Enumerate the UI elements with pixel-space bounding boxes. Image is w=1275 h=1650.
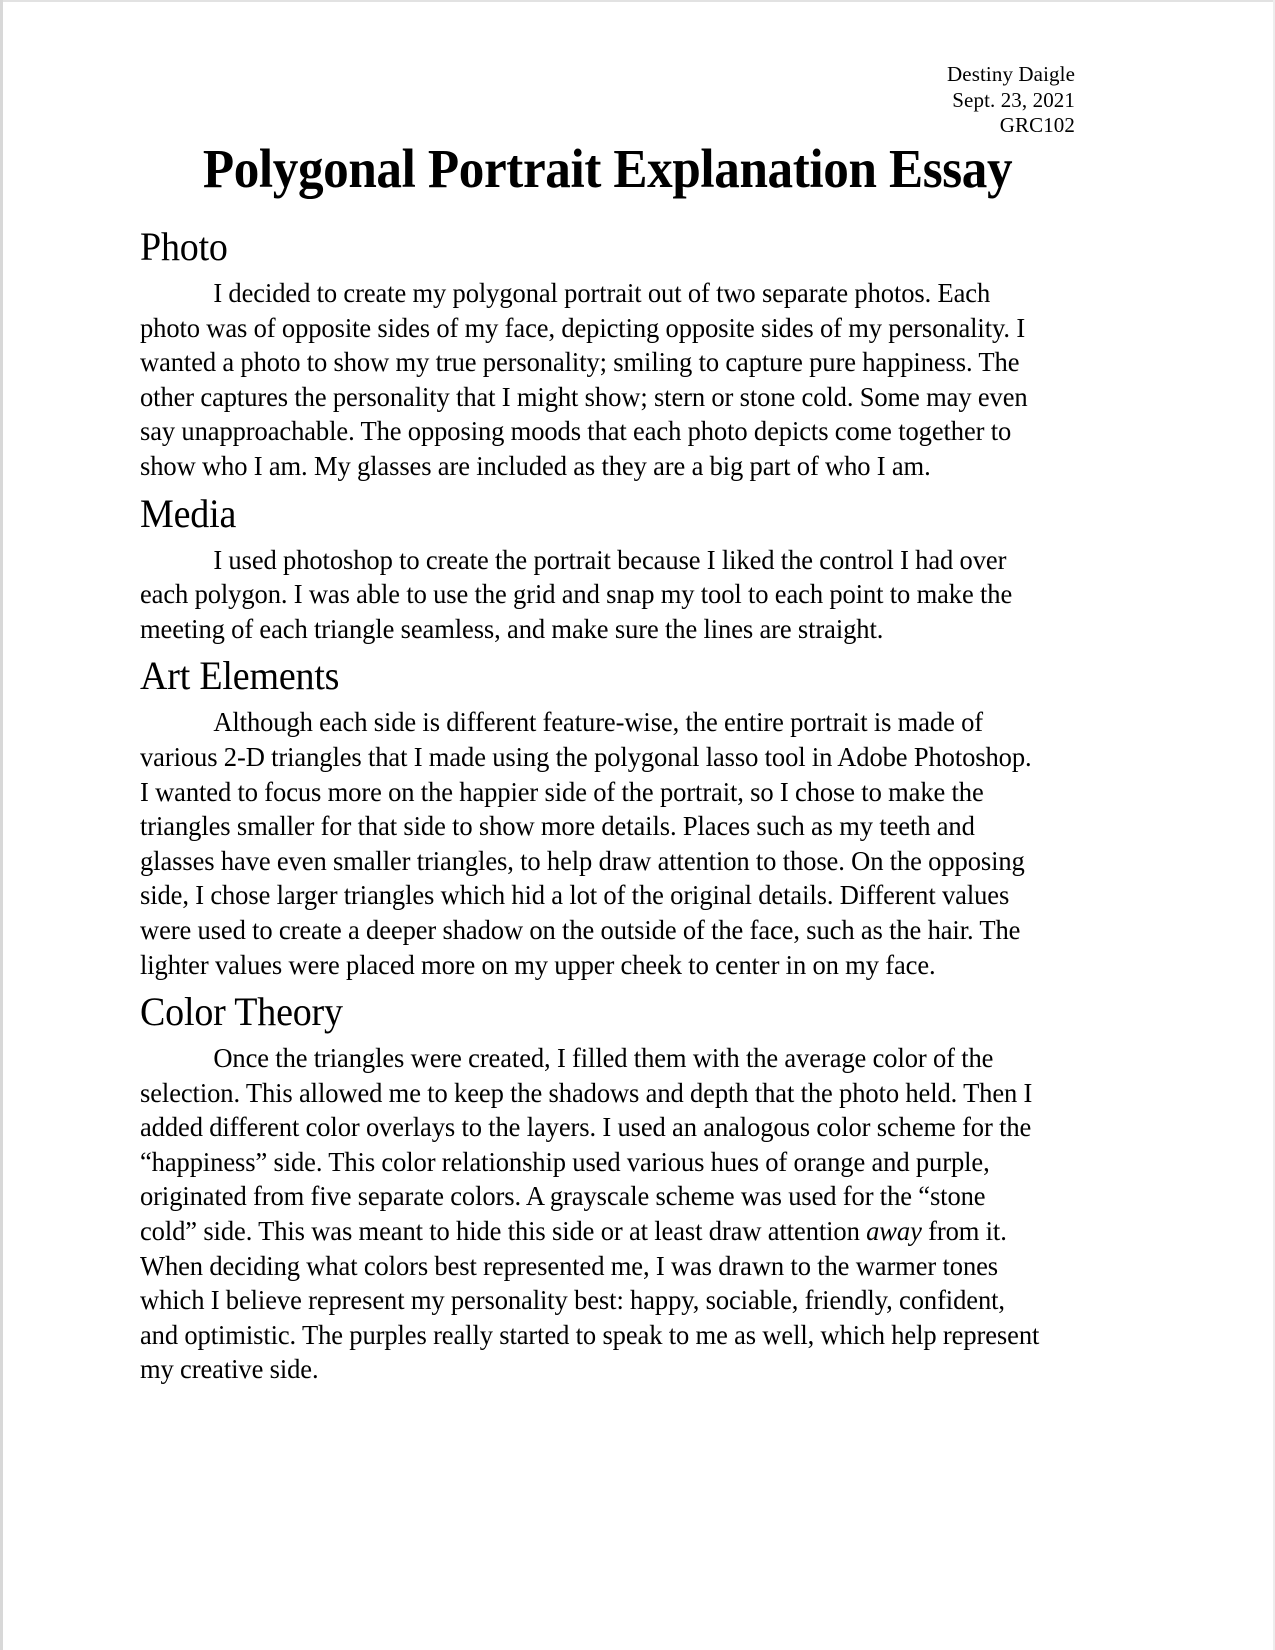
section-heading-art-elements: Art Elements xyxy=(140,653,340,699)
course-code: GRC102 xyxy=(999,113,1075,137)
section-paragraph-media: I used photoshop to create the portrait because I liked the control I had over each polygon. I was able to use the grid and snap my tool to each point to make the meeting of each triangle seamless, and make sure the lines are straight. xyxy=(140,543,1013,644)
section-color-theory xyxy=(140,987,1078,1387)
color-theory-text-after-emphasis: from it. When deciding what colors best represented me, I was drawn to the warmer tones which I believe represent my personality best: happy, sociable, friendly, confident, and optimistic. The purples really started to speak to me as well, which help represent my creative side. xyxy=(140,1215,1040,1385)
section-heading-media: Media xyxy=(140,490,237,536)
document-header-block xyxy=(140,62,1075,139)
section-art-elements xyxy=(140,651,1078,982)
document-body xyxy=(140,222,1078,1387)
section-media xyxy=(140,489,1078,647)
document-title: Polygonal Portrait Explanation Essay xyxy=(202,138,1013,199)
author-name: Destiny Daigle xyxy=(947,62,1075,86)
section-heading-photo: Photo xyxy=(140,224,228,269)
section-paragraph-color-theory xyxy=(140,1041,1045,1387)
section-paragraph-photo: I decided to create my polygonal portrait out of two separate photos. Each photo was of opposite sides of my face, depicting opposite sides of my personality. I wanted a photo to show my true personality; smiling to capture pure happiness. The other captures the personality that I might show; stern or stone cold. Some may even say unapproachable. The opposing moods that each photo depicts come together to show who I am. My glasses are included as they are a big part of who I am. xyxy=(140,277,1028,481)
color-theory-emphasis-word: away xyxy=(866,1215,922,1247)
section-photo xyxy=(140,222,1078,484)
color-theory-text-before-emphasis: Once the triangles were created, I filled them with the average color of the selection. This allowed me to keep the shadows and depth that the photo held. Then I added different color overlays to the layers. I used an analogous color scheme for the “happiness” side. This color relationship used various hues of orange and purple, originated from five separate colors. A grayscale scheme was used for the “stone cold” side. This was meant to hide this side or at least draw attention xyxy=(140,1042,1033,1247)
section-paragraph-art-elements: Although each side is different feature-wise, the entire portrait is made of various 2-D triangles that I made using the polygonal lasso tool in Adobe Photoshop. I wanted to focus more on the happier side of the portrait, so I chose to make the triangles smaller for that side to show more details. Places such as my teeth and glasses have even smaller triangles, to help draw attention to those. On the opposing side, I chose larger triangles which hid a lot of the original details. Different values were used to create a deeper shadow on the outside of the face, such as the hair. The lighter values were placed more on my upper cheek to center in on my face. xyxy=(140,706,1032,980)
section-heading-color-theory: Color Theory xyxy=(140,989,343,1035)
document-date: Sept. 23, 2021 xyxy=(952,87,1075,112)
